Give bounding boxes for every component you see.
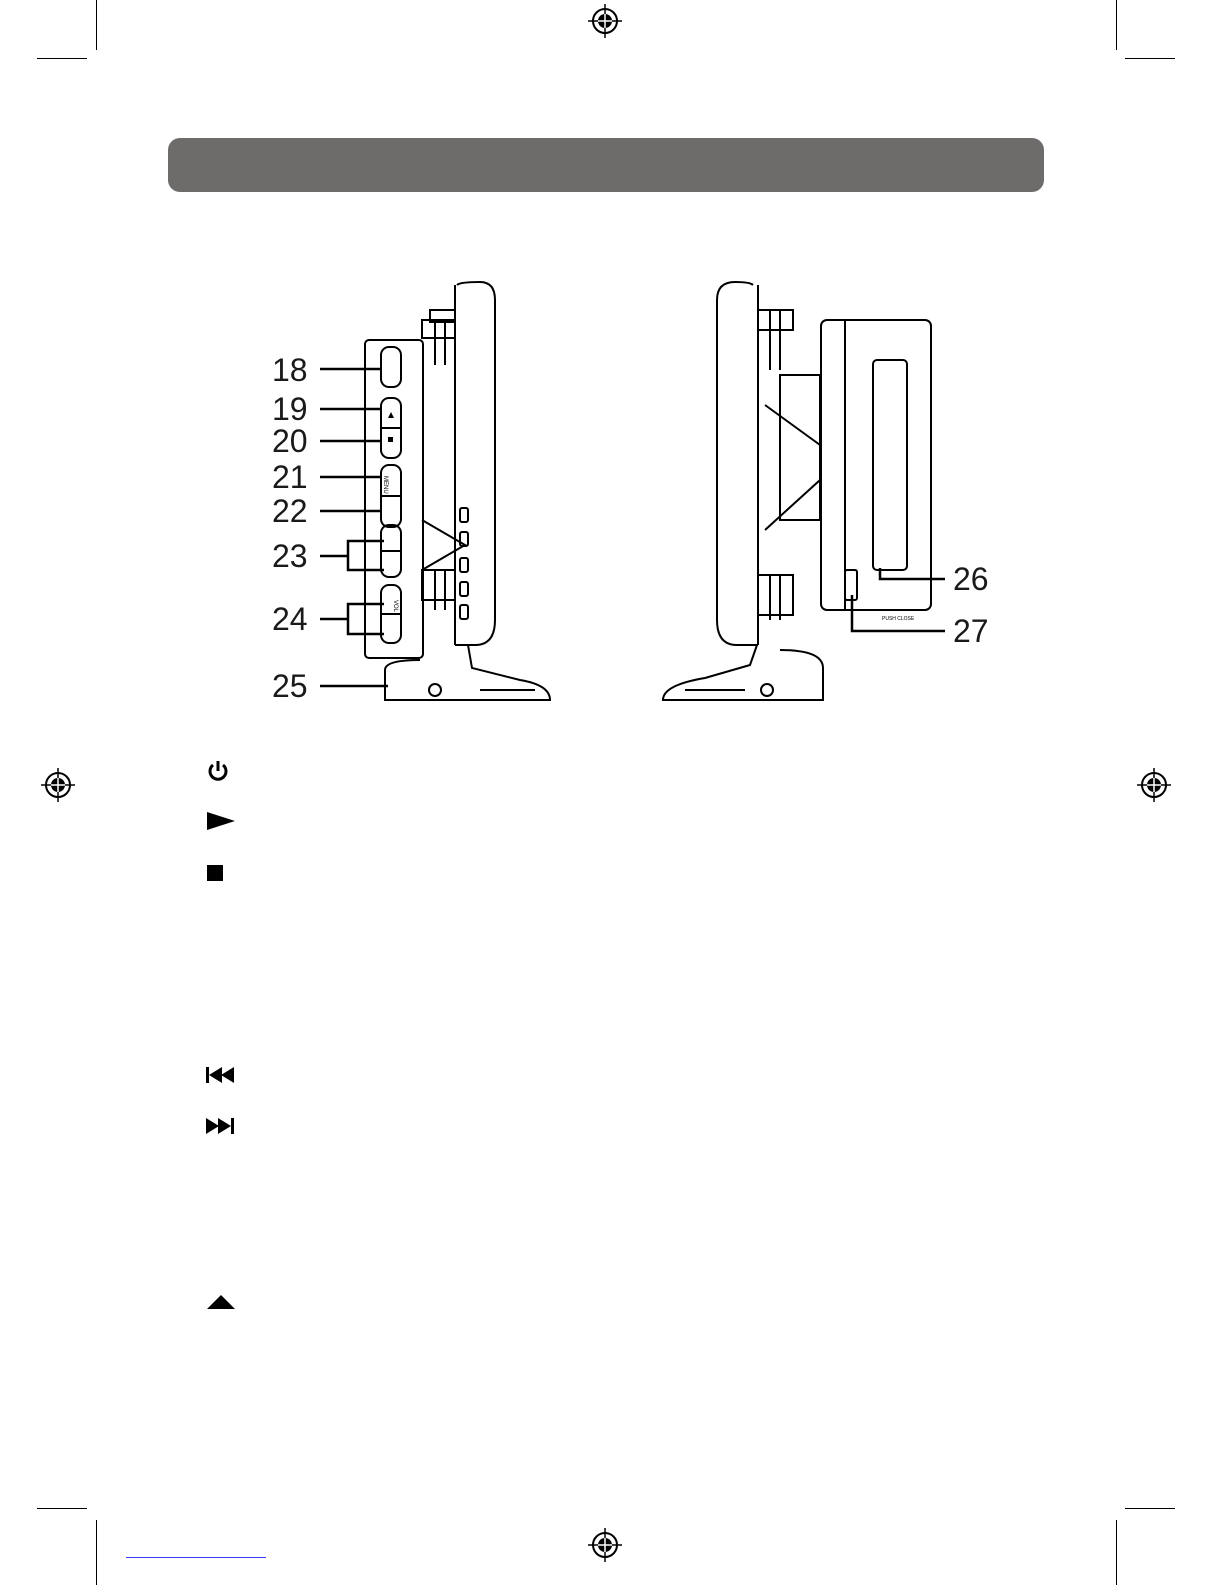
callout-20: 20 bbox=[272, 423, 308, 459]
callout-23: 23 bbox=[272, 538, 308, 574]
vol-label: VOL bbox=[392, 600, 398, 613]
callout-21: 21 bbox=[272, 459, 308, 495]
callout-22: 22 bbox=[272, 493, 308, 529]
callout-18: 18 bbox=[272, 352, 308, 388]
callout-24: 24 bbox=[272, 601, 308, 637]
footer-rule bbox=[126, 1557, 266, 1558]
callout-19: 19 bbox=[272, 391, 308, 427]
eject-icon bbox=[207, 1295, 235, 1311]
callout-26: 26 bbox=[953, 561, 989, 597]
power-icon bbox=[207, 760, 229, 782]
callout-25: 25 bbox=[272, 668, 308, 704]
menu-label: MENU bbox=[382, 476, 388, 494]
play-icon bbox=[207, 812, 235, 830]
stop-icon bbox=[207, 865, 223, 881]
next-icon bbox=[206, 1118, 236, 1134]
callout-27: 27 bbox=[953, 613, 989, 649]
push-close-label: PUSH CLOSE bbox=[882, 616, 915, 622]
previous-icon bbox=[206, 1067, 236, 1083]
